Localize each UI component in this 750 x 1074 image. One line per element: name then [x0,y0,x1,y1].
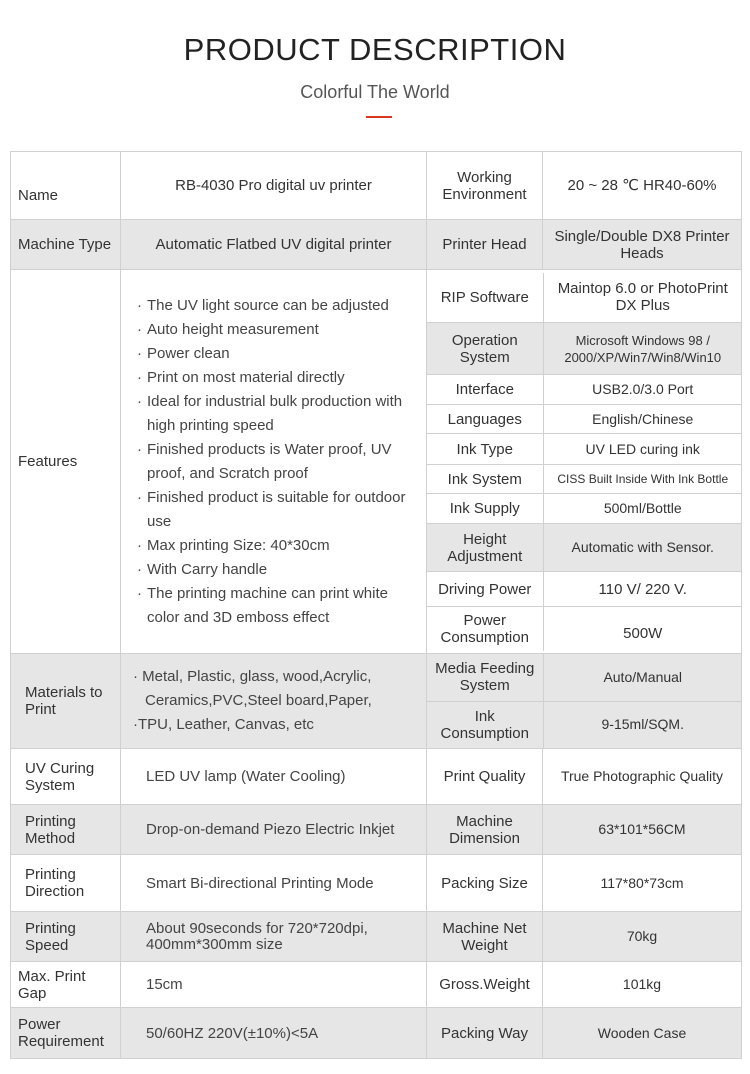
spec-value: 15cm [121,962,427,1008]
spec-label: Interface [427,375,543,405]
table-row [427,654,742,701]
spec-label: Ink System [427,465,543,494]
features-list [123,294,424,630]
spec-value: LED UV lamp (Water Cooling) [121,749,427,805]
table-row [11,962,742,1008]
spec-label: Working Environment [427,152,543,220]
inner-spec-table [427,654,742,748]
list-item: · Ideal for industrial bulk production with high printing speed [137,392,403,434]
spec-value: 20 ~ 28 ℃ HR40-60% [543,152,742,220]
spec-label: Ink Consumption [427,701,543,748]
table-row [11,1008,742,1059]
list-item: · Max printing Size: 40*30cm [137,536,330,554]
table-row [427,273,742,323]
spec-value: 101kg [543,962,742,1008]
spec-value: 70kg [543,912,742,962]
table-row [427,323,742,375]
spec-label: UV Curing System [11,749,121,805]
list-item: · The printing machine can print white color and 3D emboss effect [137,584,388,626]
list-item: · Print on most material directly [137,368,345,386]
spec-label: Printing Speed [11,912,121,962]
table-row [427,405,742,434]
spec-label: Operation System [427,323,543,375]
materials-line: Ceramics,PVC,Steel board,Paper, [145,692,372,709]
spec-label: Materials to Print [11,654,121,749]
spec-value: RB-4030 Pro digital uv printer [121,152,427,220]
page-title: PRODUCT DESCRIPTION [183,32,567,67]
spec-value: Automatic Flatbed UV digital printer [121,220,427,270]
spec-label: Max. Print Gap [11,962,121,1008]
spec-value: 110 V/ 220 V. [543,572,742,607]
accent-divider [366,116,392,118]
spec-value: Maintop 6.0 or PhotoPrint DX Plus [543,273,742,323]
materials-line: ·TPU, Leather, Canvas, etc [133,716,314,733]
table-row [427,434,742,465]
list-item: · Power clean [137,344,230,362]
spec-value: Wooden Case [543,1008,742,1059]
spec-value: True Photographic Quality [543,749,742,805]
spec-label: RIP Software [427,273,543,323]
page-subtitle: Colorful The World [300,82,450,102]
table-row [427,572,742,607]
spec-label: Name [11,152,121,220]
spec-label: Printing Direction [11,855,121,912]
spec-value: CISS Built Inside With Ink Bottle [543,465,742,494]
table-row [11,654,742,749]
table-row [11,805,742,855]
spec-value: Automatic with Sensor. [543,524,742,572]
spec-label: Machine Dimension [427,805,543,855]
features-right-specs [427,270,742,654]
spec-value: Auto/Manual [543,654,742,701]
spec-value: About 90seconds for 720*720dpi, 400mm*300mm size [121,912,427,962]
list-item: · The UV light source can be adjusted [137,296,389,314]
list-item: · Finished products is Water proof, UV proof, and Scratch proof [137,440,392,482]
spec-table [10,151,742,1059]
table-row [427,607,742,651]
table-row [427,701,742,748]
spec-label: Packing Size [427,855,543,912]
table-row [11,912,742,962]
spec-label: Ink Supply [427,494,543,524]
table-row [11,152,742,220]
spec-label: Height Adjustment [427,524,543,572]
spec-label: Printer Head [427,220,543,270]
spec-value: 50/60HZ 220V(±10%)<5A [121,1008,427,1059]
table-row [427,375,742,405]
spec-value: 9-15ml/SQM. [543,701,742,748]
spec-value: 500W [623,625,663,643]
list-item: · Finished product is suitable for outdoor use [137,488,406,530]
spec-label: Driving Power [427,572,543,607]
table-row [11,749,742,805]
spec-value: UV LED curing ink [543,434,742,465]
spec-value: Smart Bi-directional Printing Mode [121,855,427,912]
materials-line: · Metal, Plastic, glass, wood,Acrylic, [133,668,372,685]
materials-right-specs [427,654,742,749]
spec-label: Media Feeding System [427,654,543,701]
spec-value: 63*101*56CM [543,805,742,855]
table-row [11,270,742,654]
materials-cell [121,654,427,749]
spec-value: 500ml/Bottle [543,494,742,524]
spec-label: Packing Way [427,1008,543,1059]
table-row [427,524,742,572]
spec-label: Power Requirement [11,1008,121,1059]
features-cell [121,270,427,654]
spec-label: Features [11,270,121,654]
spec-label: Gross.Weight [427,962,543,1008]
spec-value: USB2.0/3.0 Port [543,375,742,405]
spec-value: 117*80*73cm [543,855,742,912]
table-row [427,494,742,524]
materials-text [121,665,426,737]
spec-value: English/Chinese [543,405,742,434]
table-row [427,465,742,494]
list-item: · With Carry handle [137,560,268,578]
spec-value: Drop-on-demand Piezo Electric Inkjet [121,805,427,855]
inner-spec-table [427,273,742,651]
table-row [11,855,742,912]
table-row [11,220,742,270]
spec-label: Machine Type [11,220,121,270]
spec-value: Single/Double DX8 Printer Heads [543,220,742,270]
list-item: · Auto height measurement [137,320,319,338]
spec-label: Languages [427,405,543,434]
spec-label: Machine Net Weight [427,912,543,962]
spec-label: Ink Type [427,434,543,465]
spec-label: Printing Method [11,805,121,855]
spec-label: Print Quality [427,749,543,805]
spec-label: Power Consumption [427,607,543,651]
spec-value: Microsoft Windows 98 / 2000/XP/Win7/Win8/Win10 [543,323,742,375]
